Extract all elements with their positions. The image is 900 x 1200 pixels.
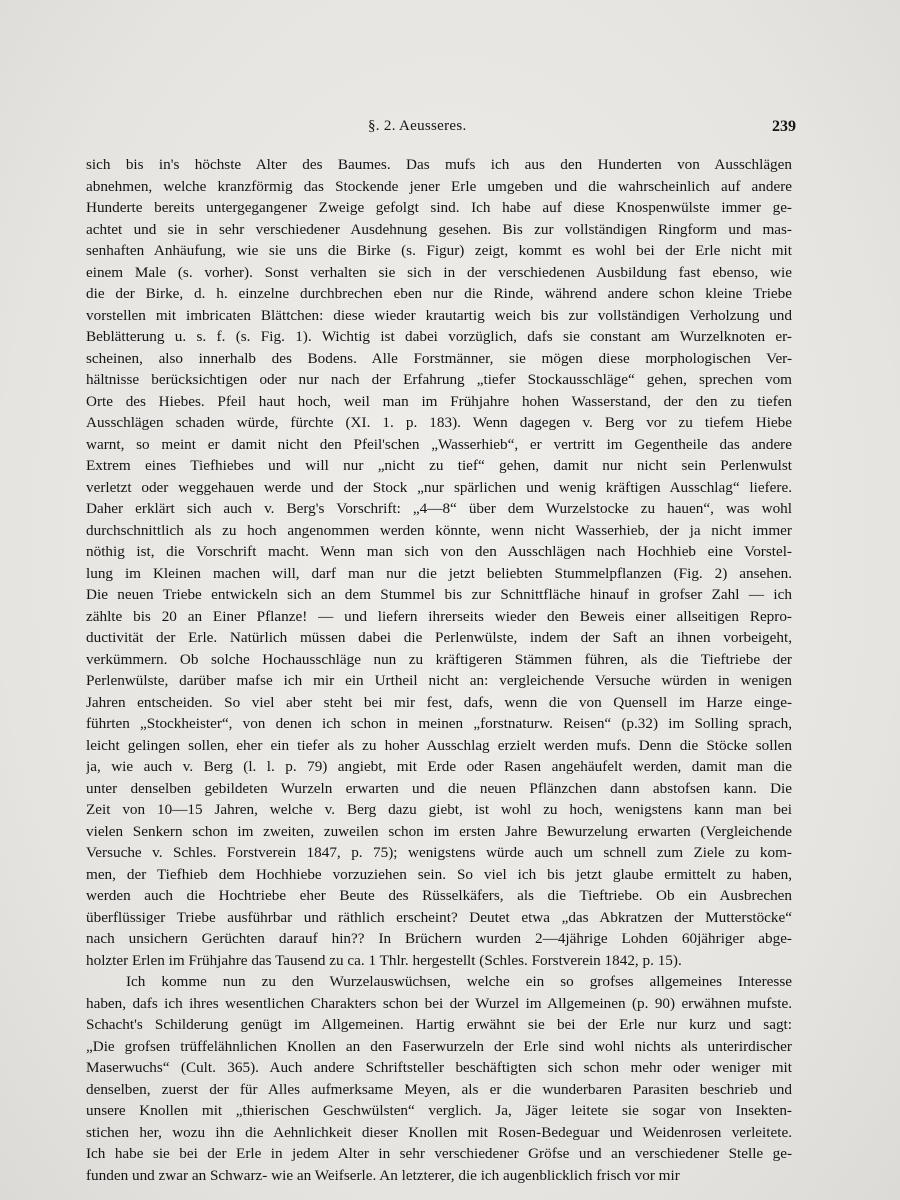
text-line: Daher erklärt sich auch v. Berg's Vorschrift: „4—8“ über dem Wurzelstocke zu hauen“, was wohl xyxy=(86,500,792,517)
text-line: verkümmern. Ob solche Hochausschläge nun zu kräftigeren Stämmen führen, als die Tieftriebe der xyxy=(86,650,792,668)
text-line: werden auch die Hochtriebe eher Beute des Rüsselkäfers, als die Tieftriebe. Ob ein Ausbrechen xyxy=(86,887,792,904)
text-line: hältnisse berücksichtigen oder nur nach der Erfahrung „tiefer Stockausschläge“ gehen, sprechen vom xyxy=(86,371,792,388)
text-line: führten „Stockheister“, von denen ich schon in meinen „forstnaturw. Reisen“ (p.32) im Solling sprach, xyxy=(86,715,792,732)
text-line: Ausschlägen schaden würde, fürchte (XI. 1. p. 183). Wenn dagegen v. Berg vor zu tiefem Hiebe xyxy=(86,414,792,431)
text-line: warnt, so meint er damit nicht den Pfeil'schen „Wasserhieb“, er vertritt im Gegentheile das andere xyxy=(86,435,792,453)
text-line: Ich komme nun zu den Wurzelauswüchsen, welche ein so grofses allgemeines Interesse xyxy=(126,973,792,990)
text-line: Hunderte bereits untergegangener Zweige gefolgt sind. Ich habe auf diese Knospenwülste immer ge- xyxy=(86,199,792,216)
text-line: ductivität der Erle. Natürlich müssen dabei die Perlenwülste, indem der Saft an ihnen vorbeigeht, xyxy=(86,629,792,646)
section-heading: §. 2. Aeusseres. xyxy=(368,118,467,134)
text-line: vielen Senkern schon im zweiten, zuweilen schon im ersten Jahre Bewurzelung erwarten (Vergleichende xyxy=(86,822,792,840)
text-line: zählte bis 20 an Einer Pflanze! — und liefern ihrerseits wieder den Beweis einer allseitigen Repro- xyxy=(86,607,792,625)
text-line: „Die grofsen trüffelähnlichen Knollen an den Faserwurzeln der Erle sind wohl nichts als unterirdischer xyxy=(86,1037,792,1055)
text-line: men, der Tiefhieb dem Hochhiebe vorzuziehen sein. So viel ich bis jetzt glaube ermittelt zu haben, xyxy=(86,865,792,883)
text-line: Jahren entscheiden. So viel aber steht bei mir fest, dafs, wenn die von Quensell im Harze einge- xyxy=(86,693,792,711)
text-line: stichen her, wozu ihn die Aehnlichkeit dieser Knollen mit Rosen-Bedeguar und Weidenrosen verleitete. xyxy=(86,1123,792,1141)
text-line: abnehmen, welche kranzförmig das Stockende jener Erle umgeben und die wahrscheinlich auf andere xyxy=(86,177,792,195)
text-line: leicht gelingen sollen, eher ein tiefer als zu hoher Ausschlag erzielt werden mufs. Denn die Stöcke sollen xyxy=(86,736,792,754)
text-line: Zeit von 10—15 Jahren, welche v. Berg dazu giebt, ist wohl zu hoch, wenigstens kann man bei xyxy=(86,801,792,818)
text-line: Extrem eines Tiefhiebes und will nur „nicht zu tief“ gehen, damit nur nicht sein Perlenwulst xyxy=(86,457,792,474)
text-line: unter denselben gebildeten Wurzeln erwarten und die neuen Pflänzchen dann abstofsen kann. Die xyxy=(86,779,792,797)
text-line: Versuche v. Schles. Forstverein 1847, p. 75); wenigstens würde auch um schnell zum Ziele zu kom- xyxy=(86,844,792,861)
text-line: funden und zwar an Schwarz- wie an Weifserle. An letzterer, die ich augenblicklich frisch vor mir xyxy=(86,1166,680,1184)
text-line: scheinen, also innerhalb des Bodens. Alle Forstmänner, sie mögen diese morphologischen Ver- xyxy=(86,349,792,367)
body-text xyxy=(86,154,792,1186)
text-line: nach unsichern Gerüchten darauf hin?? In Brüchern wurden 2—4jährige Lohden 60jähriger abge- xyxy=(86,930,792,947)
text-line: vorstellen mit imbricaten Blättchen: diese wieder krautartig weich bis zur vollständigen Verholzung und xyxy=(86,306,792,324)
text-line: durchschnittlich als zu hoch angenommen werden könnte, wenn nicht Wasserhieb, der ja nicht immer xyxy=(86,521,792,539)
text-line: Maserwuchs“ (Cult. 365). Auch andere Schriftsteller beschäftigten sich schon mehr oder weniger mit xyxy=(86,1059,792,1076)
text-line: haben, dafs ich ihres wesentlichen Charakters schon bei der Wurzel im Allgemeinen (p. 90) erwähnen mufste. xyxy=(86,994,792,1012)
text-line: verletzt oder weggehauen werde und der Stock „nur spärlichen und wenig kräftigen Ausschlag“ liefere. xyxy=(86,478,792,496)
running-header xyxy=(0,118,900,138)
text-line: die der Birke, d. h. einzelne durchbrechen eben nur die Rinde, während andere schon kleine Triebe xyxy=(86,285,792,302)
text-line: nöthig ist, die Vorschrift macht. Wenn man sich von den Ausschlägen nach Hochhieb eine Vorstel- xyxy=(86,543,792,560)
text-line: lung im Kleinen machen will, darf man nur die jetzt beliebten Stummelpflanzen (Fig. 2) ansehen. xyxy=(86,564,792,582)
text-line: einem Male (s. vorher). Sonst verhalten sie sich in der verschiedenen Ausbildung fast ebenso, wie xyxy=(86,263,792,281)
text-line: Ich habe sie bei der Erle in jedem Alter in sehr verschiedener Gröfse und an verschiedener Stelle ge- xyxy=(86,1145,792,1162)
text-line: denselben, zuerst der für Alles aufmerksame Meyen, als er die wunderbaren Parasiten beschrieb und xyxy=(86,1080,792,1098)
text-line: Die neuen Triebe entwickeln sich an dem Stummel bis zur Schnittfläche hinauf in grofser Zahl — ich xyxy=(86,586,792,603)
text-line: achtet und sie in sehr verschiedener Ausdehnung gesehen. Bis zur vollständigen Ringform und mas- xyxy=(86,220,792,238)
text-line: Perlenwülste, darüber mafse ich mir ein Urtheil nicht an: vergleichende Versuche würden in wenigen xyxy=(86,672,792,689)
text-line: holzter Erlen im Frühjahre das Tausend zu ca. 1 Thlr. hergestellt (Schles. Forstverein 1842, p. 15). xyxy=(86,951,682,969)
text-line: unsere Knollen mit „thierischen Geschwülsten“ verglich. Ja, Jäger leitete sie sogar von Insekten- xyxy=(86,1102,792,1119)
text-line: Schacht's Schilderung genügt im Allgemeinen. Hartig erwähnt sie bei der Erle nur kurz und sagt: xyxy=(86,1016,792,1033)
text-line: ja, wie auch v. Berg (l. l. p. 79) angiebt, mit Erde oder Rasen angehäufelt werden, damit man die xyxy=(86,758,792,775)
text-line: überflüssiger Triebe ausführbar und räthlich erscheint? Deutet etwa „das Abkratzen der Mutterstöcke“ xyxy=(86,908,792,926)
page-number: 239 xyxy=(772,118,796,135)
text-line: senhaften Anhäufung, wie sie uns die Birke (s. Figur) zeigt, kommt es wohl bei der Erle nicht mit xyxy=(86,242,792,259)
text-line: sich bis in's höchste Alter des Baumes. Das mufs ich aus den Hunderten von Ausschlägen xyxy=(86,156,792,173)
text-line: Orte des Hiebes. Pfeil haut hoch, weil man im Frühjahre hohen Wasserstand, der den zu tiefen xyxy=(86,392,792,410)
text-line: Beblätterung u. s. f. (s. Fig. 1). Wichtig ist dabei vorzüglich, dafs sie constant am Wurzelknoten er- xyxy=(86,328,792,345)
